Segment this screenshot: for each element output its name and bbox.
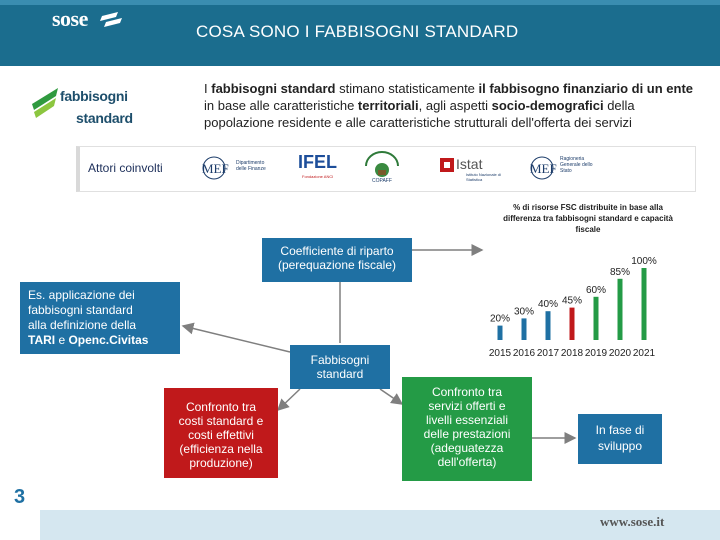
arrow-fabb-to-costi — [278, 389, 300, 410]
confronto-servizi-box — [402, 377, 532, 481]
es-and: e — [55, 333, 69, 347]
fabb-line1: Fabbisogni — [310, 353, 370, 367]
intro-text: della popolazione residente e alle caratteristiche strutturali dell'offerta dei servizi — [204, 98, 635, 130]
fabb-line2: standard — [316, 367, 364, 381]
servizi-line1: Confronto tra — [431, 385, 503, 399]
bar-value-label: 60% — [585, 284, 607, 296]
bar-value-label: 30% — [513, 306, 535, 318]
intro-bold: il fabbisogno finanziario di un ente — [478, 81, 694, 96]
bar-value-label: 85% — [609, 266, 631, 278]
bar-2017 — [546, 311, 551, 340]
es-tari: TARI — [28, 333, 56, 347]
coef-line1: Coefficiente di riparto — [280, 244, 394, 258]
confronto-costi-box — [164, 388, 278, 478]
arrow-fabb-to-servizi — [380, 389, 402, 404]
actors-label: Attori coinvolti — [88, 161, 163, 175]
servizi-line3: livelli essenziali — [425, 413, 509, 427]
servizi-line2: servizi offerti e — [428, 399, 506, 413]
year-tick-label: 2015 — [488, 348, 512, 359]
actor-sub: Fondazione ANCI — [302, 174, 334, 179]
costi-line2: costi standard e — [178, 414, 264, 428]
costi-line5: produzione) — [189, 456, 253, 470]
servizi-line4: delle prestazioni — [423, 427, 511, 441]
actor-sub: Istituto Nazionale di Statistica — [466, 172, 501, 182]
es-opencivitas: Openc.Civitas — [68, 333, 149, 347]
year-tick-label: 2017 — [536, 348, 560, 359]
bar-2019 — [594, 297, 599, 340]
bar-2020 — [618, 279, 623, 340]
es-line3: alla definizione della — [28, 318, 137, 332]
bar-value-label: 40% — [537, 299, 559, 311]
bar-value-label: 45% — [561, 295, 583, 307]
arrow-fabb-to-es — [183, 326, 290, 352]
actor-sub: Dipartimento delle Finanze — [236, 160, 266, 172]
es-line2: fabbisogni standard — [28, 303, 133, 317]
intro-text: in base alle caratteristiche — [204, 98, 358, 113]
servizi-line5: (adeguatezza — [430, 441, 504, 455]
fsc-bar-chart — [486, 256, 686, 366]
svg-text:MEF: MEF — [202, 161, 229, 176]
costi-line3: costi effettivi — [188, 428, 254, 442]
website-link[interactable]: www.sose.it — [600, 514, 665, 529]
es-line1: Es. applicazione dei — [28, 288, 135, 302]
sviluppo-line1: In fase di — [595, 423, 645, 437]
intro-bold: socio-demografici — [491, 98, 604, 113]
year-tick-label: 2018 — [560, 348, 584, 359]
chart-title: % di risorse FSC distribuite in base alla differenza tra fabbisogni standard e capacità fiscale — [503, 203, 673, 234]
bar-value-label: 100% — [631, 256, 657, 267]
esempio-applicazione-box — [20, 282, 180, 354]
fabbisogni-logo-line2: standard — [76, 110, 133, 126]
istat-logo: Istat — [456, 156, 483, 172]
fabbisogni-standard-box — [290, 345, 390, 389]
page-title: COSA SONO I FABBISOGNI STANDARD — [196, 22, 519, 41]
costi-line4: (efficienza nella — [179, 442, 263, 456]
svg-text:MEF: MEF — [530, 161, 557, 176]
actor-sub: Ragioneria Generale dello Stato — [560, 156, 593, 174]
intro-text: stimano statisticamente — [335, 81, 479, 96]
intro-text: I — [204, 81, 212, 96]
costi-line1: Confronto tra — [185, 400, 257, 414]
bar-value-label: 20% — [489, 313, 511, 325]
bar-2021 — [642, 268, 647, 340]
intro-bold: fabbisogni standard — [211, 81, 336, 96]
fabbisogni-logo-line1: fabbisogni — [60, 88, 128, 104]
bar-2016 — [522, 318, 527, 340]
es-line4 — [28, 333, 172, 348]
year-tick-label: 2020 — [608, 348, 632, 359]
sose-logo[interactable]: sose — [52, 6, 88, 31]
actor-sub: COPAFF — [372, 178, 392, 184]
bar-2018 — [570, 308, 575, 340]
ifel-logo: IFEL — [298, 152, 337, 172]
sviluppo-line2: sviluppo — [597, 439, 643, 453]
coefficiente-riparto-box — [262, 238, 412, 282]
year-tick-label: 2019 — [584, 348, 608, 359]
in-fase-di-sviluppo-box — [578, 414, 662, 464]
servizi-line6: dell'offerta) — [437, 455, 497, 469]
year-tick-label: 2021 — [632, 348, 656, 359]
coef-line2: (perequazione fiscale) — [277, 258, 397, 272]
bar-2015 — [498, 326, 503, 340]
intro-bold: territoriali — [357, 98, 419, 113]
intro-text: , agli aspetti — [418, 98, 492, 113]
page-number: 3 — [14, 486, 26, 508]
year-tick-label: 2016 — [512, 348, 536, 359]
